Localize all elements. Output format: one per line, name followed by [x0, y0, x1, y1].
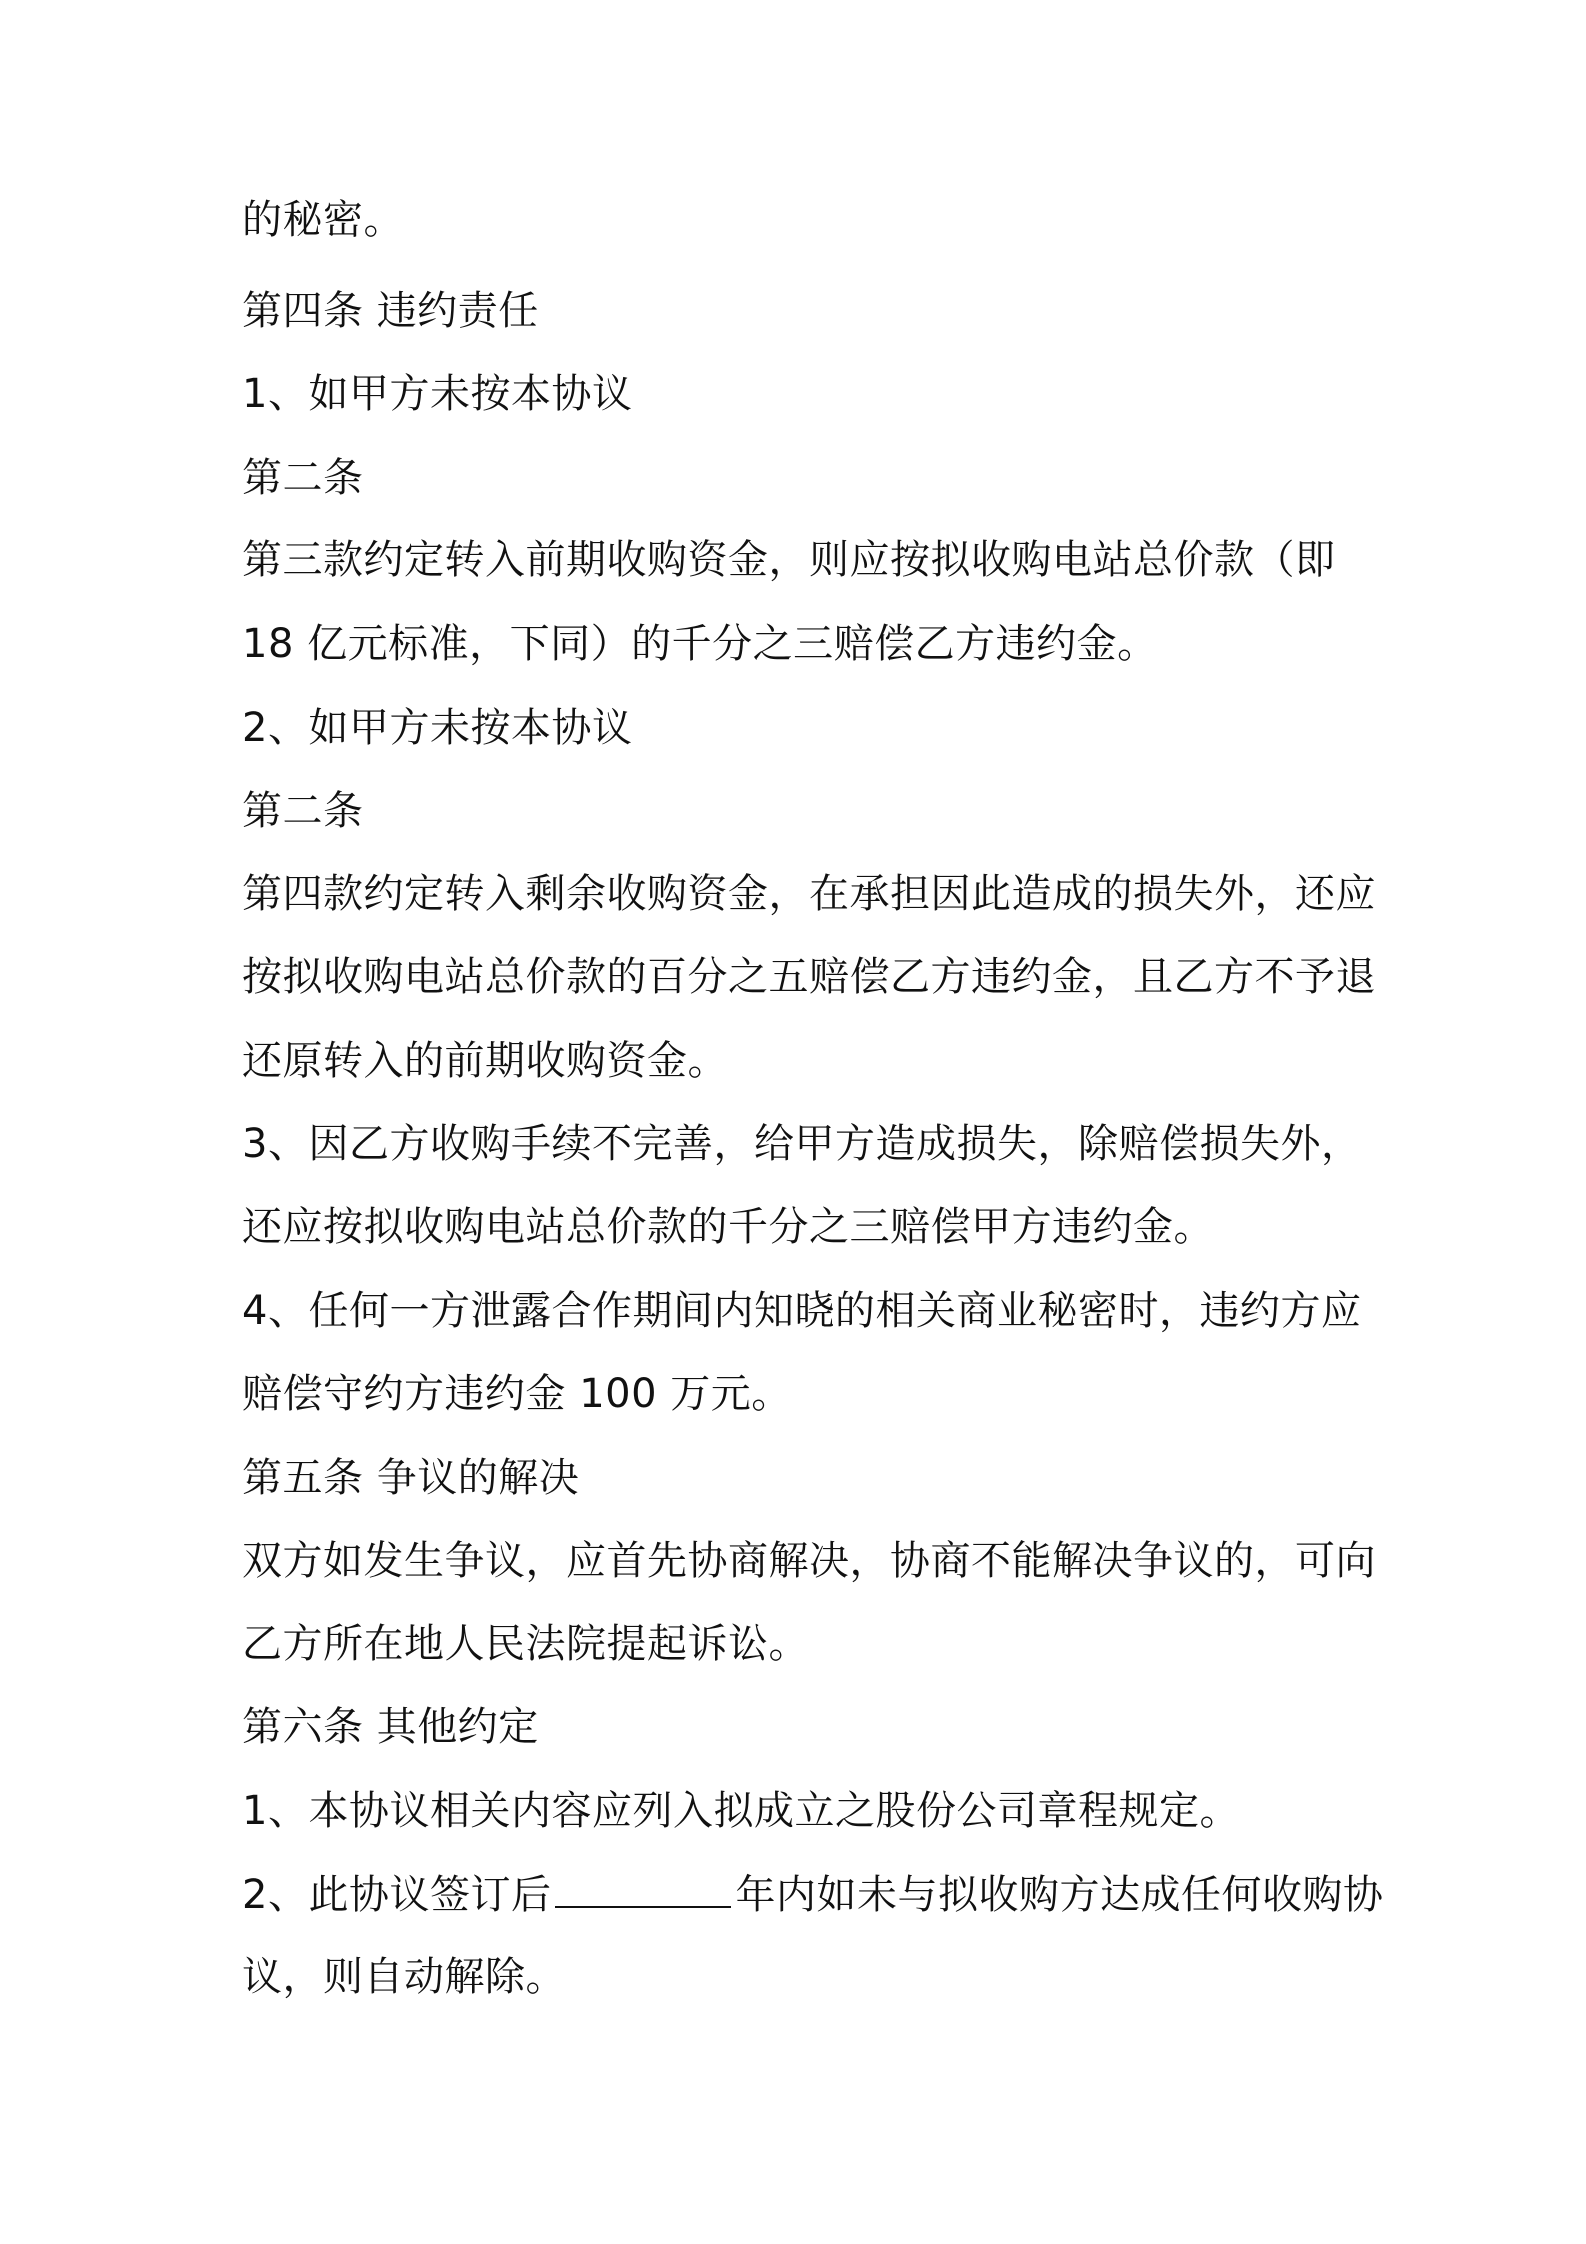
- blank-line-before: 2、此协议签订后: [242, 1872, 552, 1918]
- text-line: 4、任何一方泄露合作期间内知晓的相关商业秘密时，违约方应: [242, 1288, 1362, 1334]
- text-line: 赔偿守约方违约金 100 万元。: [242, 1371, 792, 1417]
- text-line: 议，则自动解除。: [242, 1954, 566, 2000]
- text-line: 第三款约定转入前期收购资金，则应按拟收购电站总价款（即: [242, 537, 1336, 583]
- section-heading: 第五条 争议的解决: [242, 1455, 580, 1501]
- text-line: 第四款约定转入剩余收购资金，在承担因此造成的损失外，还应: [242, 871, 1376, 917]
- text-line: 双方如发生争议，应首先协商解决，协商不能解决争议的，可向: [242, 1538, 1376, 1584]
- text-line: 第二条: [242, 455, 364, 501]
- text-line: 还应按拟收购电站总价款的千分之三赔偿甲方违约金。: [242, 1204, 1214, 1250]
- section-heading: 第四条 违约责任: [242, 288, 539, 334]
- text-line: 的秘密。: [242, 197, 404, 243]
- text-line: 3、因乙方收购手续不完善，给甲方造成损失，除赔偿损失外，: [242, 1121, 1362, 1167]
- text-line: 1、如甲方未按本协议: [242, 371, 633, 417]
- text-line: 第二条: [242, 788, 364, 834]
- text-line: 乙方所在地人民法院提起诉讼。: [242, 1621, 809, 1667]
- text-line: 1、本协议相关内容应列入拟成立之股份公司章程规定。: [242, 1788, 1240, 1834]
- text-line: 还原转入的前期收购资金。: [242, 1038, 728, 1084]
- fill-in-blank: [555, 1870, 731, 1908]
- text-line: 2、如甲方未按本协议: [242, 705, 633, 751]
- blank-line-after: 年内如未与拟收购方达成任何收购协: [735, 1872, 1384, 1918]
- section-heading: 第六条 其他约定: [242, 1704, 539, 1750]
- text-line-with-blank: [242, 1870, 1384, 1919]
- text-line: 按拟收购电站总价款的百分之五赔偿乙方违约金，且乙方不予退: [242, 954, 1376, 1000]
- text-line: 18 亿元标准，下同）的千分之三赔偿乙方违约金。: [242, 621, 1158, 667]
